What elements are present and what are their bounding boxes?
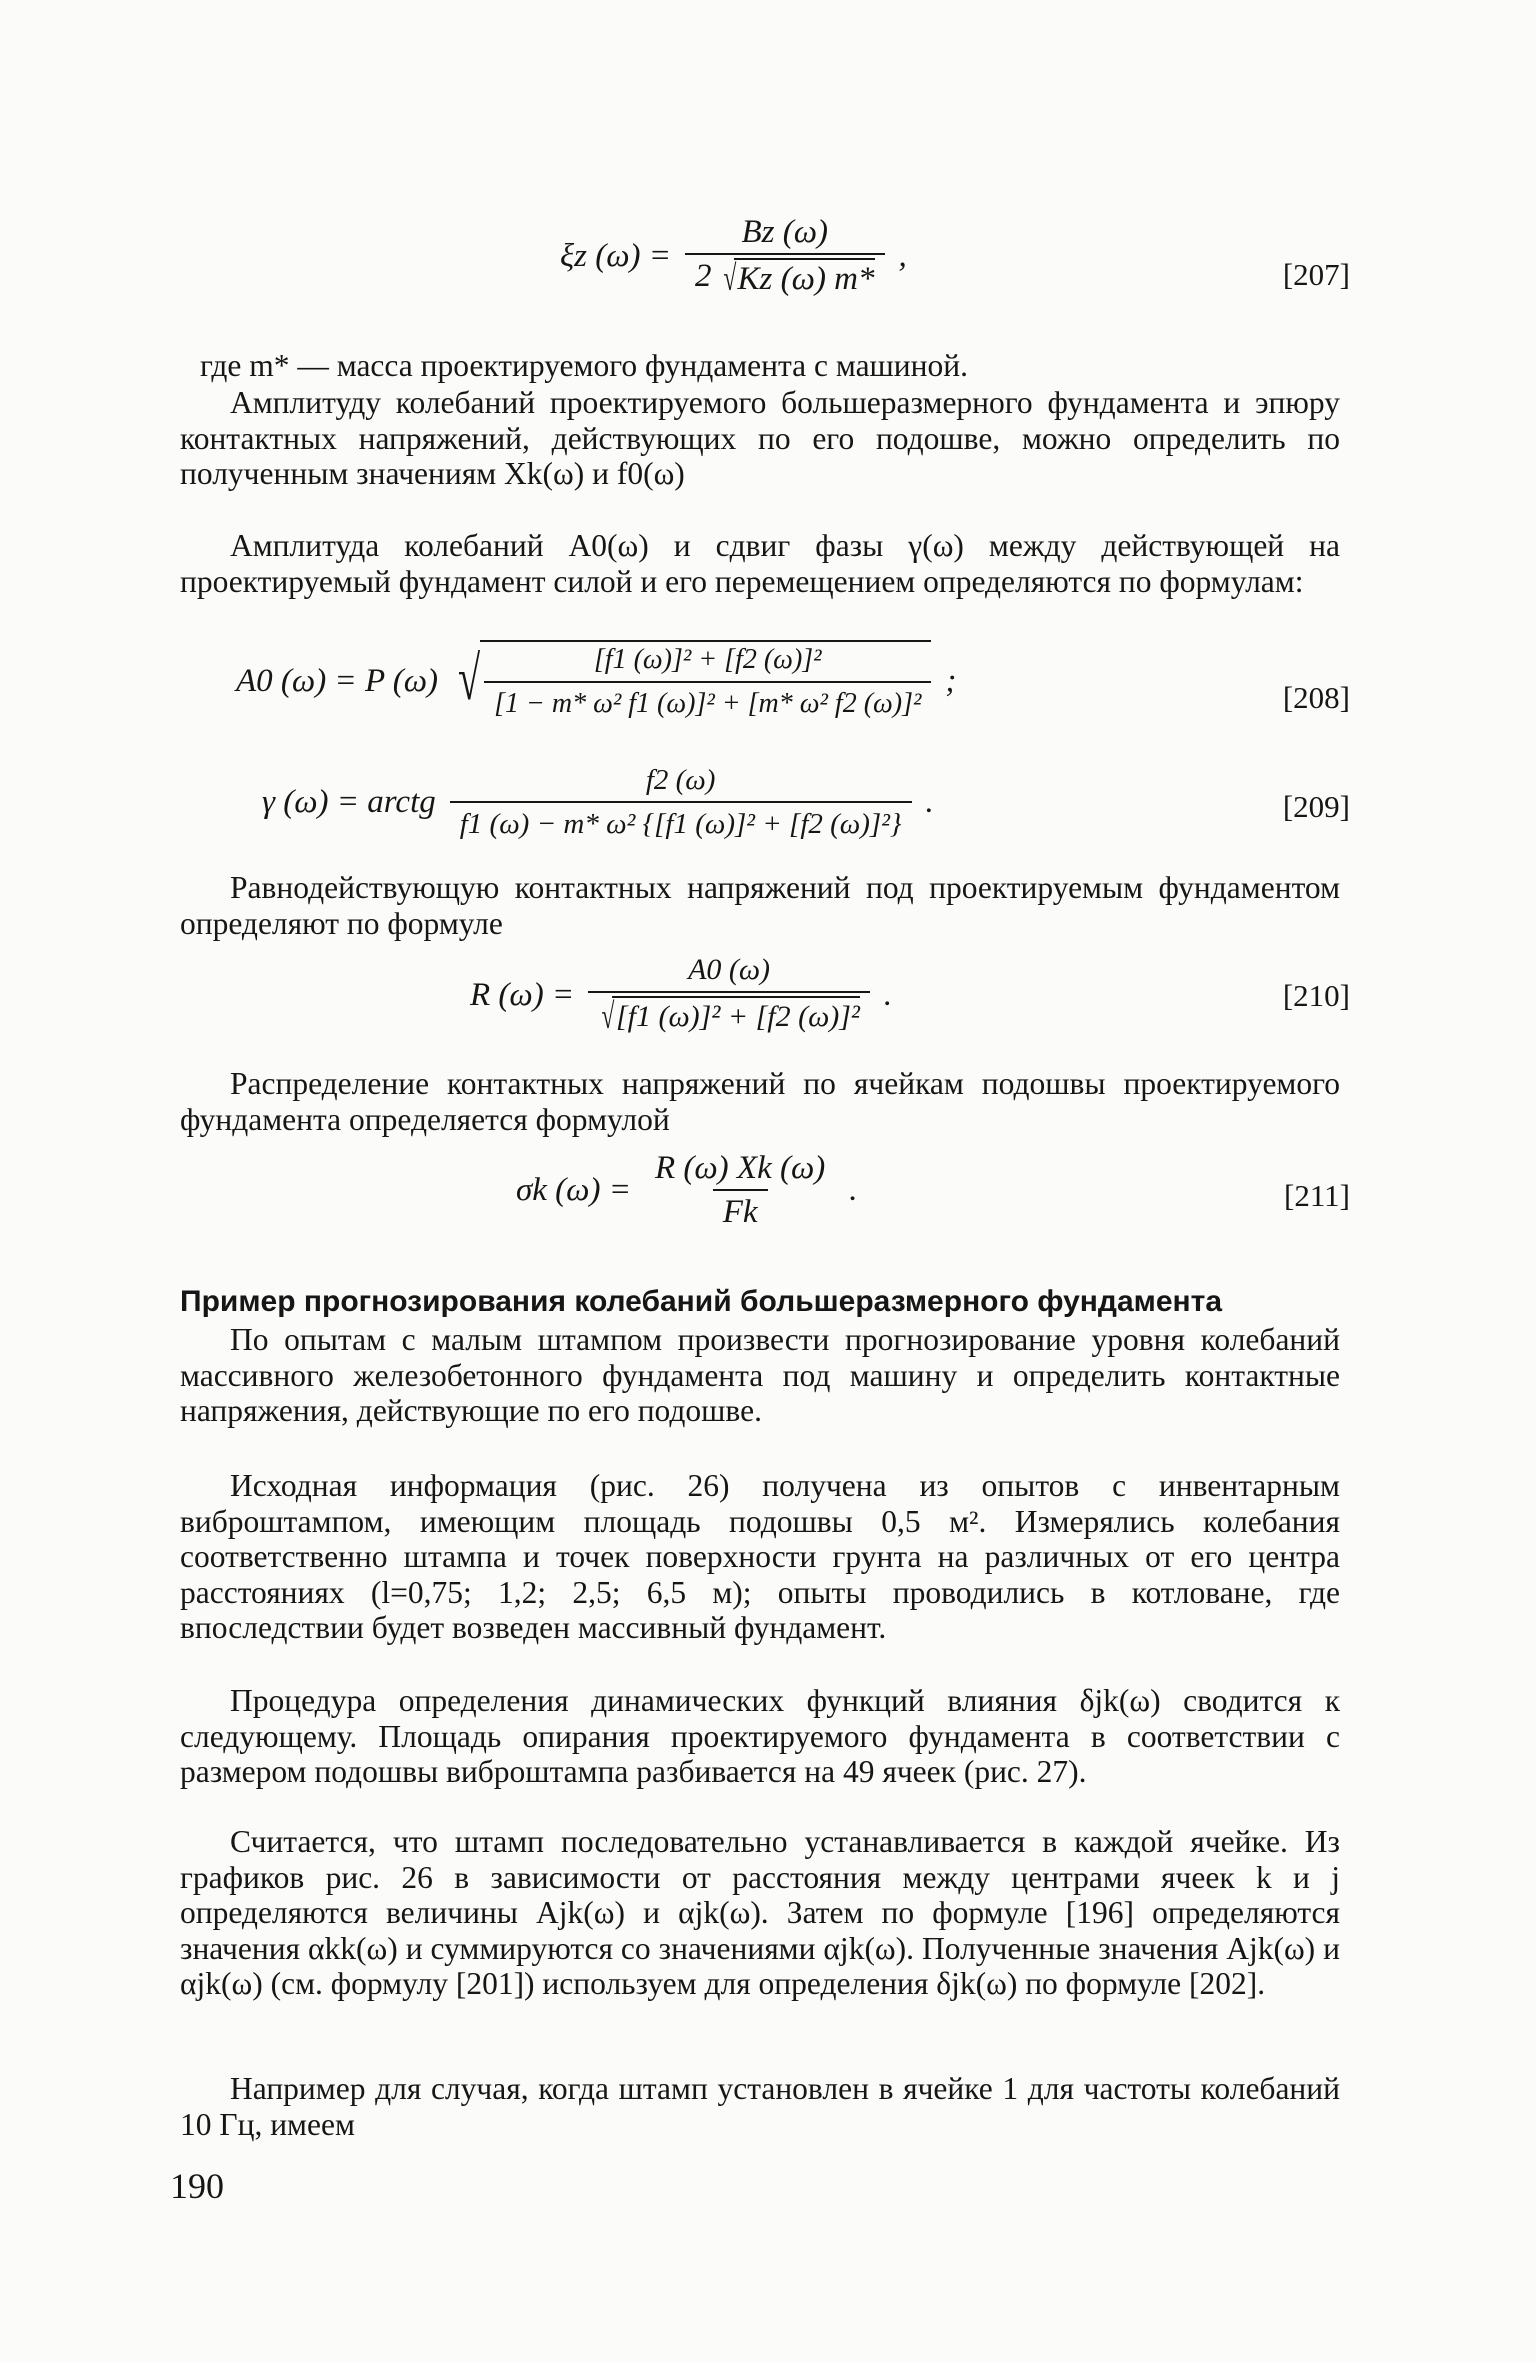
equation-tail: . <box>849 1172 858 1208</box>
equation-number-208: [208] <box>1282 680 1350 715</box>
equation-denominator: f1 (ω) − m* ω² {[f1 (ω)]² + [f2 (ω)]²} <box>450 801 912 842</box>
equation-numerator: Bz (ω) <box>741 214 829 250</box>
section-heading: Пример прогнозирования колебаний большеразмерного фундамента <box>180 1285 1223 1318</box>
paragraph-stamp: Считается, что штамп последовательно устанавливается в каждой ячейке. Из графиков рис. 26 в зависимости от расстояния между центрами ячеек k и j определяются величины Ajk(ω) и αjk(ω). Затем по формуле [196] определяются значения αkk(ω) и суммируются со значениями αjk(ω). Полученные значения Ajk(ω) и αjk(ω) (см. формулу [201]) используем для определения δjk(ω) по формуле [202]. <box>180 1824 1340 2001</box>
square-root <box>720 258 875 298</box>
equation-209 <box>262 762 934 842</box>
equation-211 <box>516 1150 858 1230</box>
equation-208 <box>236 640 956 722</box>
paragraph-resultant: Равнодействующую контактных напряжений под проектируемым фундаментом определяют по формуле <box>180 870 1340 941</box>
equation-number-210: [210] <box>1282 978 1350 1013</box>
paragraph-source-info: Исходная информация (рис. 26) получена из опытов с инвентарным виброштампом, имеющим площадь подошвы 0,5 м². Измерялись колебания соответственно штампа и точек поверхности грунта на различных от его центра расстояниях (l=0,75; 1,2; 2,5; 6,5 м); опыты проводились в котловане, где впоследствии будет возведен массивный фундамент. <box>180 1468 1340 1645</box>
equation-denominator <box>588 991 870 1037</box>
radical-sign-icon: √ <box>458 645 481 713</box>
radicand: [f1 (ω)]² + [f2 (ω)]² <box>612 996 860 1036</box>
radical-sign-icon: √ <box>601 996 615 1036</box>
equation-fraction <box>484 642 931 722</box>
equation-fraction <box>450 762 912 842</box>
equation-denominator <box>685 253 884 298</box>
page-number: 190 <box>170 2166 224 2206</box>
paragraph-distribution: Распределение контактных напряжений по ячейкам подошвы проектируемого фундамента определяется формулой <box>180 1066 1340 1137</box>
equation-lhs: ξz (ω) = <box>560 238 672 275</box>
equation-number-211: [211] <box>1284 1178 1350 1213</box>
denominator-prefix: 2 <box>695 258 712 294</box>
radical-sign-icon: √ <box>723 258 737 299</box>
square-root <box>598 996 860 1036</box>
radicand: Kz (ω) m* <box>734 258 875 298</box>
equation-fraction <box>588 952 870 1037</box>
paragraph-where: где m* — масса проектируемого фундамента с машиной. <box>200 348 968 383</box>
equation-tail: . <box>925 784 934 820</box>
equation-denominator: [1 − m* ω² f1 (ω)]² + [m* ω² f2 (ω)]² <box>484 681 931 722</box>
equation-number-209: [209] <box>1282 789 1350 824</box>
square-root <box>452 640 931 722</box>
paragraph-example: Например для случая, когда штамп установлен в ячейке 1 для частоты колебаний 10 Гц, имеем <box>180 2071 1340 2142</box>
equation-tail: . <box>883 976 893 1013</box>
equation-lhs: A0 (ω) = P (ω) <box>236 663 439 699</box>
equation-lhs: σk (ω) = <box>516 1172 631 1208</box>
equation-number-207: [207] <box>1282 257 1350 292</box>
equation-210 <box>470 952 892 1037</box>
paragraph-procedure: Процедура определения динамических функций влияния δjk(ω) сводится к следующему. Площадь опирания проектируемого фундамента в соответствии с размером подошвы виброштампа разбивается на 49 ячеек (рис. 27). <box>180 1683 1340 1789</box>
equation-207 <box>560 214 907 298</box>
equation-lhs: R (ω) = <box>470 976 575 1013</box>
equation-numerator: [f1 (ω)]² + [f2 (ω)]² <box>593 644 822 675</box>
equation-fraction <box>685 214 884 298</box>
equation-numerator: R (ω) Xk (ω) <box>654 1150 826 1186</box>
paragraph-amplitude: Амплитуду колебаний проектируемого большеразмерного фундамента и эпюру контактных напряжений, действующих по его подошве, можно определить по полученным значениям Xk(ω) и f0(ω) <box>180 385 1340 491</box>
equation-fraction <box>645 1150 835 1230</box>
equation-tail: ; <box>945 663 957 699</box>
radicand <box>480 640 931 722</box>
paragraph-task: По опытам с малым штампом произвести прогнозирование уровня колебаний массивного железобетонного фундамента под машину и определить контактные напряжения, действующие по его подошве. <box>180 1322 1340 1428</box>
equation-numerator: A0 (ω) <box>688 953 771 986</box>
equation-denominator: Fk <box>713 1189 768 1230</box>
equation-lhs: γ (ω) = arctg <box>262 784 436 820</box>
paragraph-phase: Амплитуда колебаний A0(ω) и сдвиг фазы γ(ω) между действующей на проектируемый фундамент силой и его перемещением определяются по формулам: <box>180 528 1340 599</box>
equation-tail: , <box>898 238 907 275</box>
equation-numerator: f2 (ω) <box>645 764 716 796</box>
